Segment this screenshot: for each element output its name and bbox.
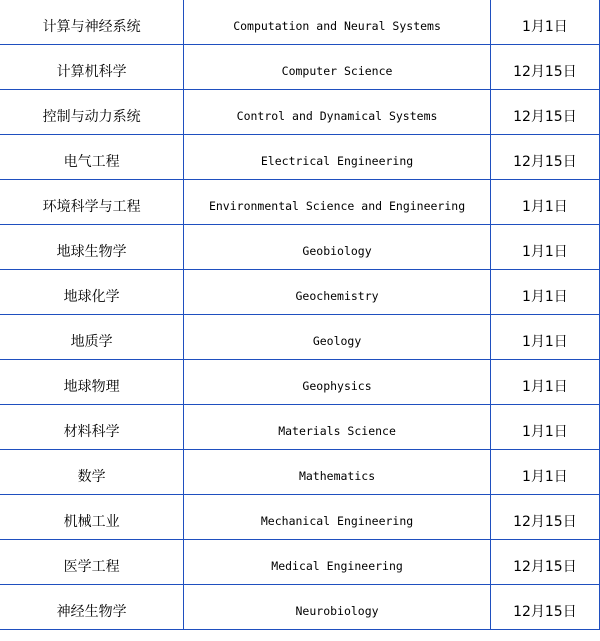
table-row xyxy=(0,495,600,540)
program-name-cn: 医学工程 xyxy=(0,540,184,585)
program-name-cn: 数学 xyxy=(0,450,184,495)
program-name-en: Computation and Neural Systems xyxy=(184,0,491,45)
application-deadline: 12月15日 xyxy=(490,135,599,180)
program-name-en: Electrical Engineering xyxy=(184,135,491,180)
table-row xyxy=(0,315,600,360)
application-deadline: 12月15日 xyxy=(490,45,599,90)
table-row xyxy=(0,180,600,225)
application-deadline: 12月15日 xyxy=(490,540,599,585)
table-row xyxy=(0,405,600,450)
program-name-en: Environmental Science and Engineering xyxy=(184,180,491,225)
table-row xyxy=(0,585,600,630)
program-name-en: Mathematics xyxy=(184,450,491,495)
table-row xyxy=(0,90,600,135)
program-name-cn: 环境科学与工程 xyxy=(0,180,184,225)
program-name-en: Geophysics xyxy=(184,360,491,405)
program-name-cn: 控制与动力系统 xyxy=(0,90,184,135)
application-deadline: 1月1日 xyxy=(490,0,599,45)
program-name-en: Computer Science xyxy=(184,45,491,90)
program-name-en: Geology xyxy=(184,315,491,360)
program-name-cn: 地球化学 xyxy=(0,270,184,315)
table-row xyxy=(0,45,600,90)
table-row xyxy=(0,225,600,270)
application-deadline: 1月1日 xyxy=(490,180,599,225)
table-row xyxy=(0,450,600,495)
application-deadline: 12月15日 xyxy=(490,585,599,630)
application-deadline: 1月1日 xyxy=(490,315,599,360)
program-name-cn: 计算与神经系统 xyxy=(0,0,184,45)
application-deadline: 1月1日 xyxy=(490,270,599,315)
program-name-en: Mechanical Engineering xyxy=(184,495,491,540)
table-row xyxy=(0,360,600,405)
program-name-cn: 材料科学 xyxy=(0,405,184,450)
program-name-en: Geochemistry xyxy=(184,270,491,315)
program-name-en: Control and Dynamical Systems xyxy=(184,90,491,135)
table-row xyxy=(0,540,600,585)
table-row xyxy=(0,0,600,45)
program-name-cn: 地球物理 xyxy=(0,360,184,405)
table-row xyxy=(0,135,600,180)
program-name-cn: 神经生物学 xyxy=(0,585,184,630)
program-name-cn: 电气工程 xyxy=(0,135,184,180)
program-name-cn: 地质学 xyxy=(0,315,184,360)
program-name-en: Geobiology xyxy=(184,225,491,270)
application-deadline: 12月15日 xyxy=(490,90,599,135)
program-name-cn: 地球生物学 xyxy=(0,225,184,270)
application-deadline: 12月15日 xyxy=(490,495,599,540)
application-deadline: 1月1日 xyxy=(490,360,599,405)
application-deadline: 1月1日 xyxy=(490,225,599,270)
program-name-en: Medical Engineering xyxy=(184,540,491,585)
program-name-cn: 机械工业 xyxy=(0,495,184,540)
application-deadline: 1月1日 xyxy=(490,450,599,495)
program-name-en: Materials Science xyxy=(184,405,491,450)
program-name-cn: 计算机科学 xyxy=(0,45,184,90)
table-row xyxy=(0,270,600,315)
application-deadline: 1月1日 xyxy=(490,405,599,450)
program-name-en: Neurobiology xyxy=(184,585,491,630)
